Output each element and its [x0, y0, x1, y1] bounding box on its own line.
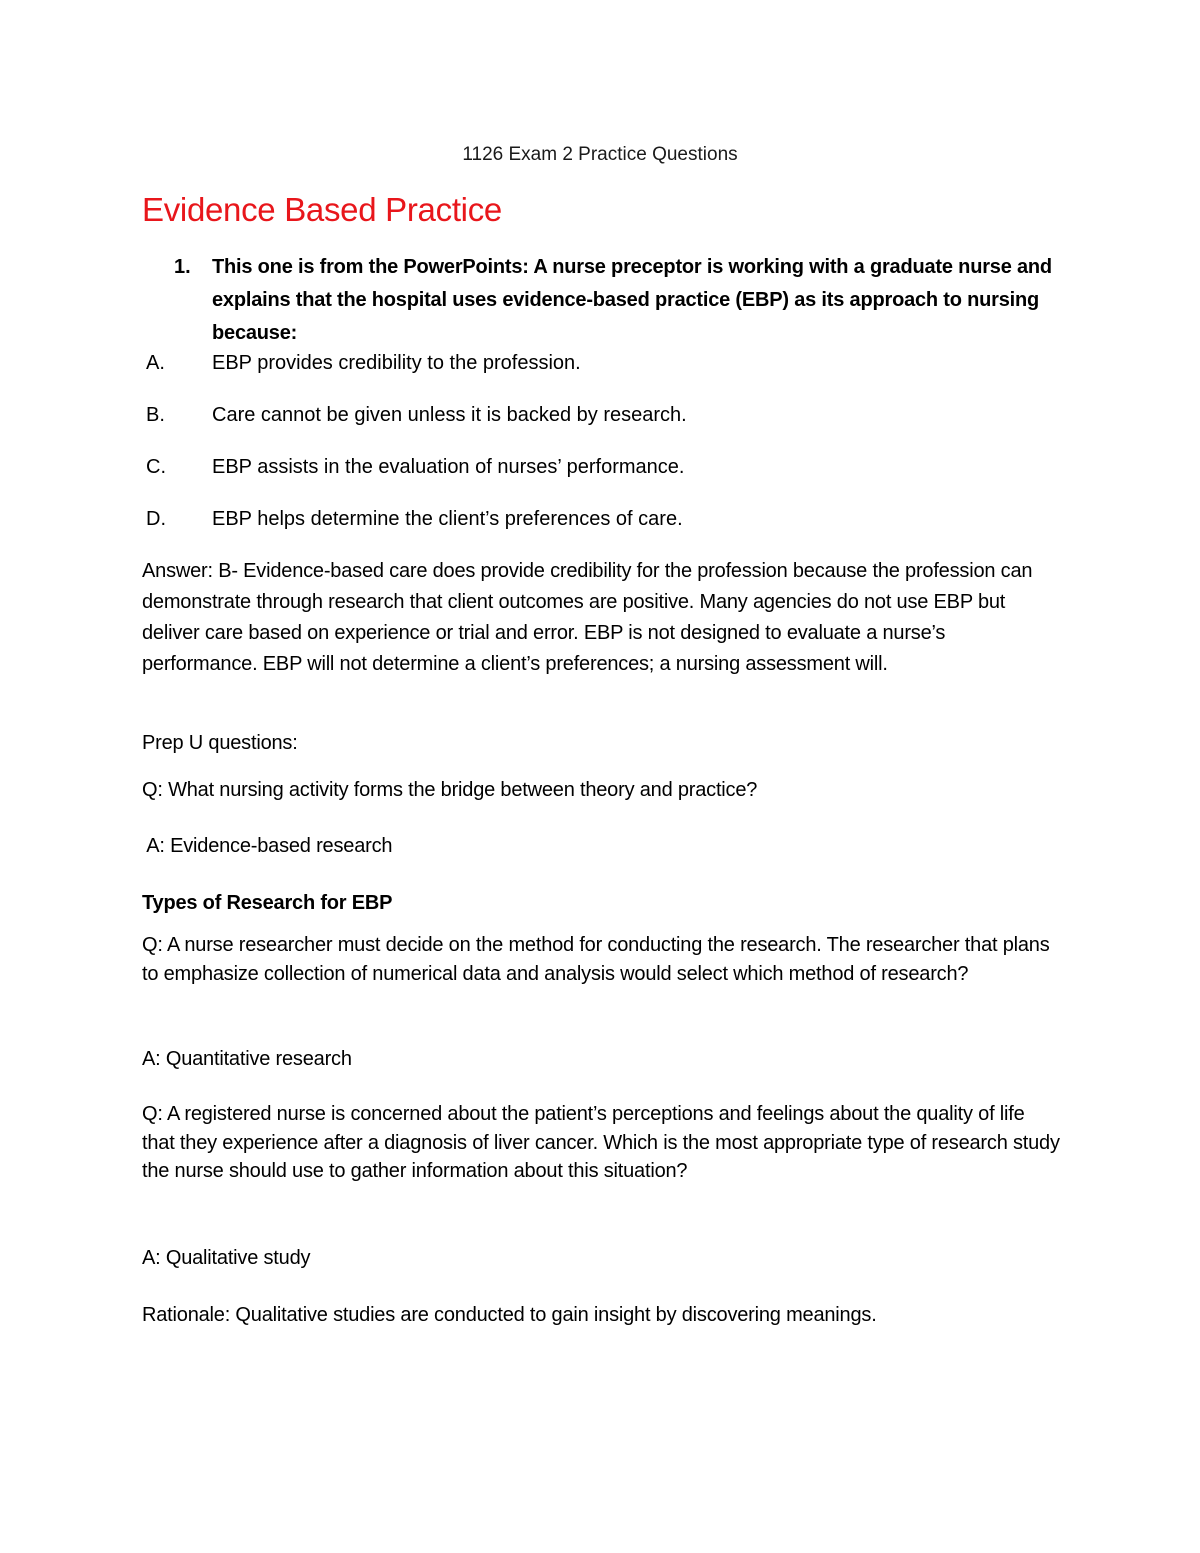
prep-u-answer-1: A: Evidence-based research [142, 835, 393, 857]
question-3: Q: A registered nurse is concerned about the patient’s perceptions and feelings about the quality of life that they experience after a diagnosis of liver cancer. Which is the most appropriate type of research study the nurse should use to gather information about this situation? [142, 1103, 1060, 1182]
option-a [146, 350, 1026, 376]
question-1 [174, 251, 1054, 350]
option-text: Care cannot be given unless it is backed by research. [212, 404, 687, 426]
option-c [146, 454, 1026, 480]
document-title: 1126 Exam 2 Practice Questions [462, 144, 738, 165]
question-text: This one is from the PowerPoints: A nurse preceptor is working with a graduate nurse and explains that the hospital uses evidence-based practice (EBP) as its approach to nursing because: [212, 256, 1052, 344]
option-text: EBP helps determine the client’s preferences of care. [212, 508, 683, 530]
option-letter: A. [146, 352, 165, 374]
prep-u-question-1: Q: What nursing activity forms the bridge between theory and practice? [142, 779, 758, 801]
option-text: EBP assists in the evaluation of nurses’ performance. [212, 456, 685, 478]
option-letter: B. [146, 404, 165, 426]
answer-3: A: Qualitative study [142, 1247, 311, 1269]
question-2: Q: A nurse researcher must decide on the method for conducting the research. The researcher that plans to emphasize collection of numerical data and analysis would select which method of research? [142, 934, 1050, 985]
option-b [146, 402, 1026, 428]
rationale: Rationale: Qualitative studies are conducted to gain insight by discovering meanings. [142, 1304, 877, 1326]
answer-paragraph: Answer: B- Evidence-based care does provide credibility for the profession because the profession can demonstrate through research that client outcomes are positive. Many agencies do not use EBP but deliver care based on experience or trial and error. EBP is not designed to evaluate a nurse’s performance. EBP will not determine a client’s preferences; a nursing assessment will. [142, 560, 1033, 675]
answer-2: A: Quantitative research [142, 1048, 352, 1070]
question-number: 1. [174, 256, 191, 278]
prep-u-label: Prep U questions: [142, 732, 298, 754]
section-heading: Evidence Based Practice [142, 191, 502, 228]
option-letter: C. [146, 456, 166, 478]
option-d [146, 506, 1026, 532]
option-letter: D. [146, 508, 166, 530]
types-heading: Types of Research for EBP [142, 892, 393, 914]
option-text: EBP provides credibility to the profession. [212, 352, 581, 374]
